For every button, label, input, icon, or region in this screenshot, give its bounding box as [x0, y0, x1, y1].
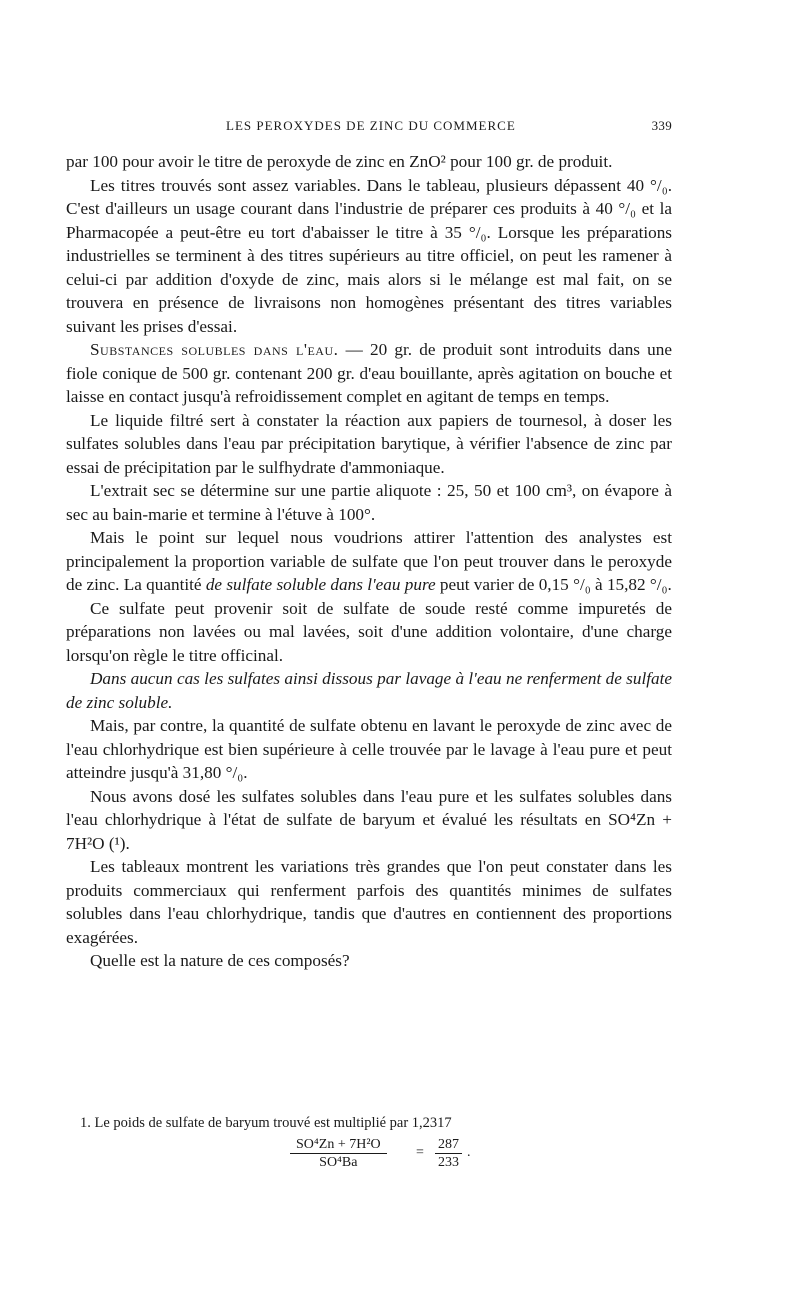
paragraph: Quelle est la nature de ces composés?	[90, 951, 350, 970]
body-text	[66, 150, 672, 973]
paragraph: Les tableaux montrent les variations très grandes que l'on peut constater dans les produits commerciaux qui renferment parfois des quantités minimes de sulfates solubles dans l'eau chlorhydrique, tandis que d'autres en contiennent des proportions exagérées.	[66, 857, 672, 947]
page-number: 339	[651, 118, 672, 133]
formula-denominator: SO⁴Ba	[319, 1155, 358, 1170]
paragraph: par 100 pour avoir le titre de peroxyde de zinc en ZnO² pour 100 gr. de produit.	[66, 152, 613, 171]
formula-denominator: 233	[438, 1155, 459, 1170]
formula-numerator: 287	[435, 1136, 462, 1154]
formula-fraction-left	[290, 1136, 387, 1172]
footnote-formula	[290, 1136, 490, 1176]
paragraph-italic: Dans aucun cas les sulfates ainsi dissous par lavage à l'eau ne renferment de sulfate de zinc soluble.	[66, 669, 672, 712]
paragraph: Ce sulfate peut provenir soit de sulfate de soude resté comme impuretés de préparations non lavées ou mal lavées, soit d'une addition volontaire, d'une charge lorsqu'on règle le titre officinal.	[66, 598, 672, 665]
formula-fraction-right	[435, 1136, 462, 1172]
page	[66, 110, 672, 1290]
formula-equals: =	[416, 1145, 424, 1160]
formula-numerator: SO⁴Zn + 7H²O	[290, 1136, 387, 1154]
paragraph	[66, 526, 672, 597]
footnote: 1. Le poids de sulfate de baryum trouvé est multiplié par 1,2317	[80, 1115, 452, 1131]
paragraph: Mais, par contre, la quantité de sulfate obtenu en lavant le peroxyde de zinc avec de l'eau chlorhydrique est bien supérieure à celle trouvée par le lavage à l'eau pure et peut atteindre jusqu'à 31,80 °/₀.	[66, 716, 672, 782]
italic-phrase: de sulfate soluble dans l'eau pure	[205, 575, 436, 594]
running-head	[66, 110, 672, 132]
paragraph: Le liquide filtré sert à constater la réaction aux papiers de tournesol, à doser les sulfates solubles dans l'eau par précipitation barytique, à vérifier l'absence de zinc par essai de précipitation par le sulfhydrate d'ammoniaque.	[66, 410, 672, 477]
paragraph-text: peut varier de 0,15 °/₀ à 15,82 °/₀.	[439, 575, 672, 594]
paragraph: L'extrait sec se détermine sur une partie aliquote : 25, 50 et 100 cm³, on évapore à sec au bain-marie et termine à l'étuve à 100°.	[66, 481, 672, 524]
section-heading: Substances solubles dans l'eau.	[90, 340, 339, 359]
paragraph-text: — 20 gr. de produit sont introduits dans une fiole conique de 500 gr. contenant 200 gr. d'eau bouillante, après agitation on bouche et laisse en contact jusqu'à refroidissement complet en agitant de temps en temps.	[66, 340, 672, 406]
paragraph-text: Mais le point sur lequel nous voudrions attirer l'attention des analystes est principalement la proportion variable de sulfate que l'on peut trouver dans le peroxyde de zinc. La quantité	[66, 528, 672, 594]
paragraph: Les titres trouvés sont assez variables. Dans le tableau, plusieurs dépassent 40 °/₀. C'est d'ailleurs un usage courant dans l'industrie de préparer ces produits à 40 °/₀ et la Pharmacopée a peut-être eu tort d'abaisser le titre à 35 °/₀. Lorsque les préparations industrielles se terminent à des titres supérieurs au titre officiel, on peut les ramener à celui-ci par addition d'oxyde de zinc, mais alors si le mélange est mal fait, on se trouvera en présence de livraisons non homogènes présentant des titres variables suivant les prises d'essai.	[66, 175, 672, 336]
paragraph	[66, 338, 672, 409]
formula-end: .	[467, 1145, 471, 1160]
running-title: LES PEROXYDES DE ZINC DU COMMERCE	[226, 118, 516, 133]
paragraph: Nous avons dosé les sulfates solubles dans l'eau pure et les sulfates solubles dans l'eau chlorhydrique à l'état de sulfate de baryum et évalué les résultats en SO⁴Zn + 7H²O (¹).	[66, 786, 672, 853]
